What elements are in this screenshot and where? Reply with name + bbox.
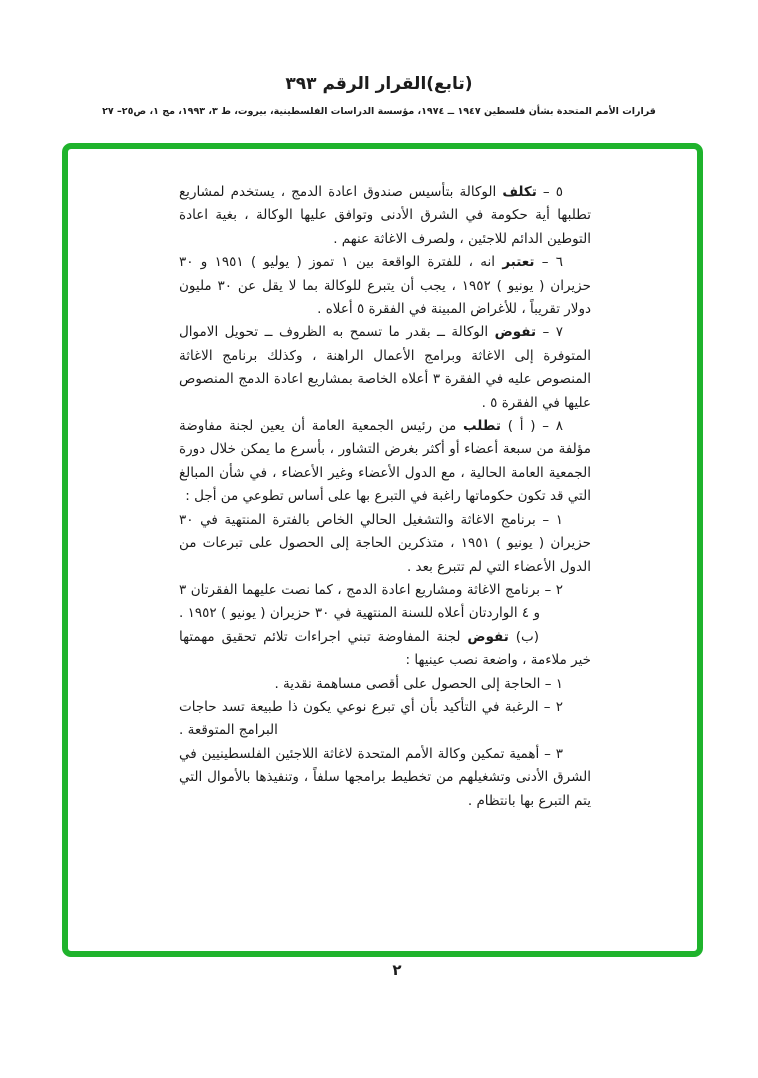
document-frame: [62, 143, 703, 957]
text-segment: ٣ – أهمية تمكين وكالة الأمم المتحدة لاغاثة اللاجئين الفلسطينيين في الشرق الأدنى وتشغيلهم من تخطيط برامجها سلفاً ، وتنفيذها بالأموال التي يتم التبرع بها بانتظام .: [179, 745, 591, 809]
document-paragraph: [179, 696, 591, 743]
text-segment: انه ، للفترة الواقعة بين ١ تموز ( يوليو ) ١٩٥١ و ٣٠ حزيران ( يونيو ) ١٩٥٢ ، يجب أن يتبرع للوكالة بما لا يقل عن ٣٠ مليون دولار تقريباً ، للأغراض المبينة في الفقرة ٥ أعلاه .: [179, 254, 591, 318]
text-segment: ٢ – الرغبة في التأكيد بأن أي تبرع نوعي يكون ذا طبيعة تسد حاجات البرامج المتوقعة .: [179, 698, 563, 739]
text-segment: (ب): [508, 628, 539, 645]
document-paragraph: [179, 579, 591, 626]
document-paragraph: [179, 509, 591, 579]
text-segment: لجنة المفاوضة تبني اجراءات تلائم تحقيق مهمتها خير ملاءمة ، واضعة نصب عينيها :: [179, 628, 591, 669]
text-segment: ٨ – ( أ ): [501, 418, 563, 435]
bold-term: تطلب: [462, 418, 501, 435]
document-paragraph: [179, 673, 591, 696]
document-paragraph: [179, 626, 591, 673]
text-segment: ١ – برنامج الاغاثة والتشغيل الحالي الخاص بالفترة المنتهية في ٣٠ حزيران ( يونيو ) ١٩٥١ ، متذكرين الحاجة إلى الحصول على تبرعات من الدول الأعضاء التي لم تتبرع بعد .: [179, 511, 591, 575]
document-paragraph: [179, 321, 591, 415]
document-paragraph: [179, 743, 591, 813]
text-segment: ٥ –: [536, 184, 563, 200]
page-number: ٢: [392, 961, 402, 979]
text-segment: الوكالة ــ بقدر ما تسمح به الظروف ــ تحويل الاموال المتوفرة إلى الاغاثة وبرامج الأعمال الراهنة ، وكذلك برنامج الاغاثة المنصوص عليه في الفقرة ٣ أعلاه الخاصة بمشاريع اعادة الدمج المنصوص عليها في الفقرة ٥ .: [179, 324, 591, 411]
text-segment: من رئيس الجمعية العامة أن يعين لجنة مفاوضة مؤلفة من سبعة أعضاء أو أكثر بغرض التشاور ، بأسرع ما يمكن خلال دورة الجمعية العامة الحالية ، مع الدول الأعضاء وغير الأعضاء ، في شأن المبالغ التي قد تكون حكوماتها راغبة في التبرع بها على أساس تطوعي من أجل :: [179, 418, 591, 505]
text-segment: ٢ – برنامج الاغاثة ومشاريع اعادة الدمج ، كما نصت عليهما الفقرتان ٣ و ٤ الواردتان أعلاه للسنة المنتهية في ٣٠ حزيران ( يونيو ) ١٩٥٢ .: [179, 581, 563, 622]
text-segment: ٦ –: [534, 254, 563, 271]
text-segment: ١ – الحاجة إلى الحصول على أقصى مساهمة نقدية .: [274, 675, 563, 692]
document-paragraph: [179, 181, 591, 251]
document-paragraph: [179, 415, 591, 509]
bold-term: تفوض: [467, 628, 509, 645]
bold-term: تكلف: [502, 184, 537, 200]
document-paragraph: [179, 251, 591, 321]
source-citation: قرارات الأمم المتحدة بشأن فلسطين ١٩٤٧ ــ ١٩٧٤، مؤسسة الدراسات الفلسطينية، بيروت، ط ٣، ١٩٩٣، مج ١، ص٢٥– ٢٧: [102, 106, 656, 117]
bold-term: تفوض: [494, 324, 537, 341]
page-title: (تابع)القرار الرقم ٣٩٣: [285, 74, 473, 94]
bold-term: تعتبر: [502, 254, 535, 271]
document-body: [179, 181, 591, 813]
text-segment: الوكالة بتأسيس صندوق اعادة الدمج ، يستخدم لمشاريع تطلبها أية حكومة في الشرق الأدنى وتوافق عليها الوكالة ، بغية اعادة التوطين الدائم للاجئين ، ولصرف الاغاثة عنهم .: [179, 184, 591, 247]
text-segment: ٧ –: [536, 324, 563, 341]
